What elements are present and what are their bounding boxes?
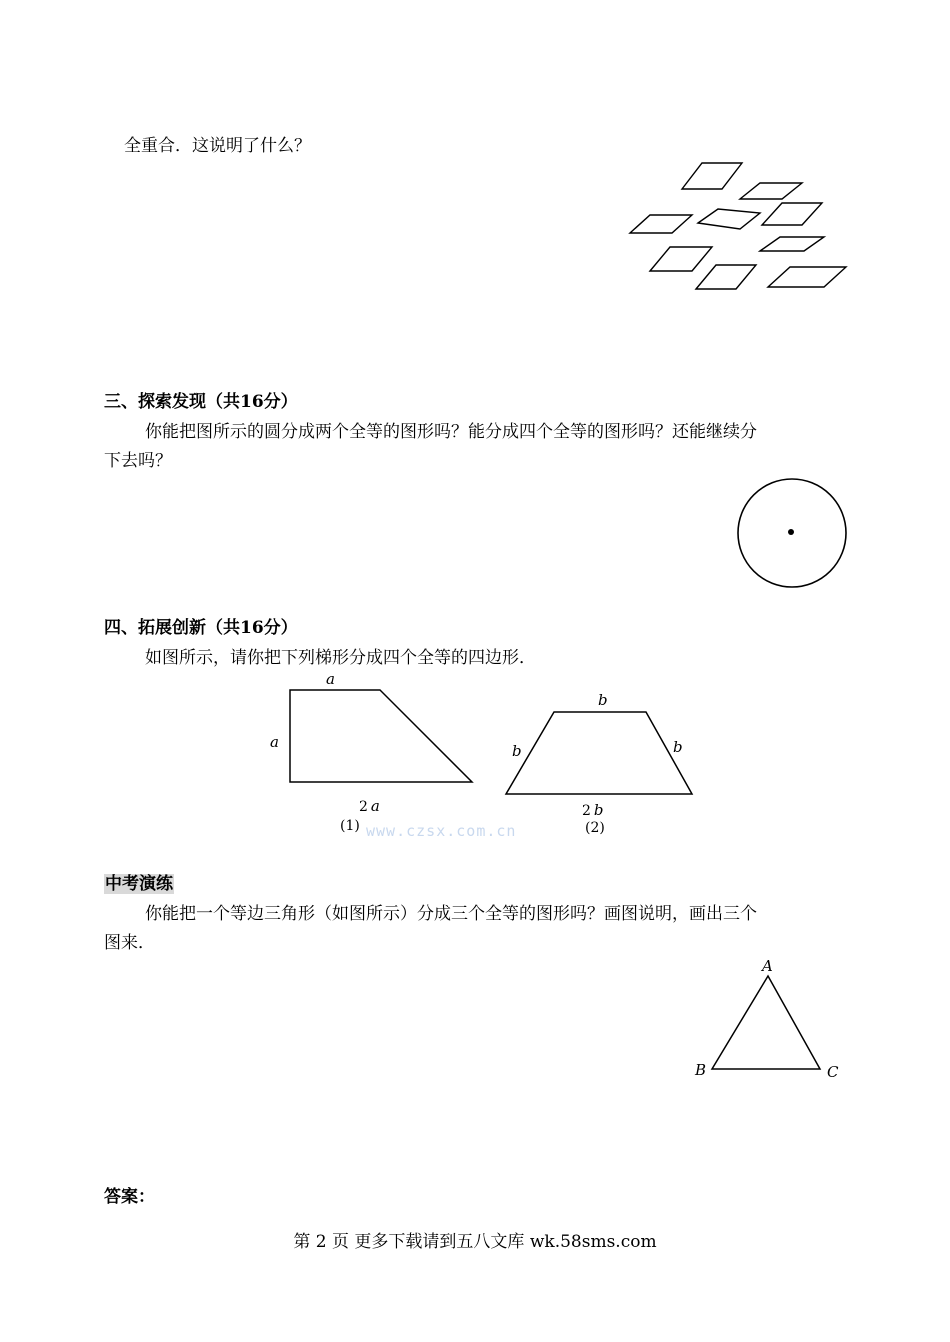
section3-line2: 下去吗？ [104,451,172,471]
parallelogram-shape [740,183,802,199]
svg-text:2b [582,801,604,819]
trapezoid-figure-1 [262,668,482,840]
parallelograms-figure [620,155,860,305]
triangle-figure [690,955,850,1085]
parallelogram-shape [698,209,760,229]
section3-heading: 三、探索发现（共16分） [104,392,298,412]
caption-2: (2) [585,820,605,836]
label-left-a: a [270,733,279,751]
page-footer: 第 2 页 更多下载请到五八文库 wk.58sms.com [293,1232,657,1252]
exam-practice-line1: 你能把一个等边三角形（如图所示）分成三个全等的图形吗？画图说明，画出三个 [145,904,757,924]
label-bottom-num: 2 [359,799,368,815]
parallelogram-shape [630,215,692,233]
right-trapezoid-shape [290,690,472,782]
parallelogram-shape [696,265,756,289]
exam-practice-line2: 图来． [104,933,155,953]
label-right-b: b [673,738,683,756]
vertex-label-c: C [827,1063,839,1081]
label-bottom-var: b [593,801,604,819]
label-bottom-num: 2 [582,803,591,819]
vertex-label-a: A [762,957,773,975]
exam-practice-heading: 中考演练 [105,874,173,894]
vertex-label-b: B [695,1061,707,1079]
parallelogram-shape [768,267,846,287]
label-top-a: a [326,670,335,688]
parallelogram-shape [650,247,712,271]
section4-line1: 如图所示，请你把下列梯形分成四个全等的四边形． [145,648,536,668]
label-bottom-var: a [370,797,380,815]
continuation-text: 全重合．这说明了什么？ [124,136,311,156]
answer-heading: 答案： [104,1187,155,1207]
section4-heading: 四、拓展创新（共16分） [104,618,298,638]
label-left-b: b [512,742,522,760]
label-top-b: b [598,691,608,709]
parallelogram-shape [762,203,822,225]
center-point [788,529,794,535]
svg-text:2a [359,797,380,815]
parallelogram-shape [682,163,742,189]
section3-line1: 你能把图所示的圆分成两个全等的图形吗？能分成四个全等的图形吗？还能继续分 [145,422,757,442]
equilateral-triangle-shape [712,976,820,1069]
caption-1: (1) [340,818,360,834]
parallelogram-shape [760,237,824,251]
trapezoid-figure-2 [500,686,700,840]
circle-figure [734,476,850,590]
isosceles-trapezoid-shape [506,712,692,794]
watermark: www.czsx.com.cn [366,822,517,840]
